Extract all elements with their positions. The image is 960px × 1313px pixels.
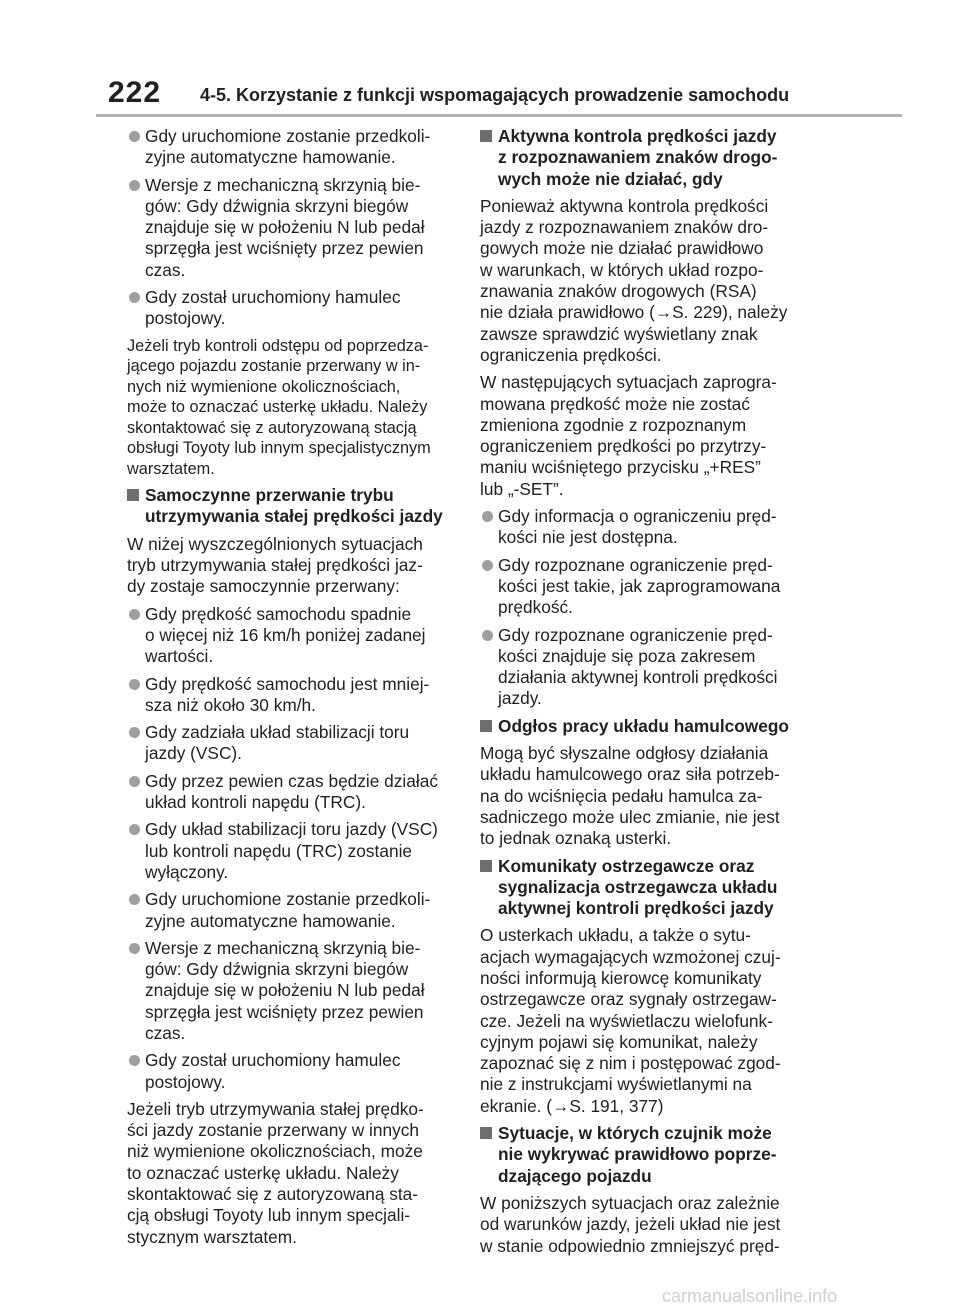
left-column [127, 126, 467, 1254]
heading-text: Aktywna kontrola prędkości jazdy z rozpoznawaniem znaków drogo- wych może nie działać, gdy [498, 126, 778, 189]
bullet-item [480, 555, 820, 619]
paragraph [127, 1099, 467, 1248]
bullet-dot-icon [129, 1055, 140, 1066]
subsection-heading [127, 485, 467, 528]
paragraph-text: Ponieważ aktywna kontrola prędkości jazdy z rozpoznawaniem znaków dro- gowych może nie działać prawidłowo w warunkach, w których układ rozpo- znawania znaków drogowych (RSA) nie działa prawidłowo (→S. 229), należy zawsze sprawdzić wyświetlany znak ograniczenia prędkości. [480, 195, 788, 365]
bullet-text: Gdy uruchomione zostanie przedkoli- zyjne automatyczne hamowanie. [145, 126, 431, 168]
section-title: 4-5. Korzystanie z funkcji wspomagających prowadzenie samochodu [200, 85, 790, 105]
paragraph-text: W niżej wyszczególnionych sytuacjach tryb utrzymywania stałej prędkości jaz- dy zostaje samoczynnie przerwany: [127, 533, 423, 597]
bullet-dot-icon [129, 943, 140, 954]
bullet-item [127, 819, 467, 883]
bullet-dot-icon [482, 630, 493, 641]
paragraph [480, 1193, 820, 1257]
paragraph-text: O usterkach układu, a także o sytu- acjach wymagających wzmożonej czuj- ności informują kierowcę komunikaty ostrzegawcze oraz sygnały ostrzegaw- cze. Jeżeli na wyświetlaczu wielofunk- cyjnym pojawi się komunikat, należy zapoznać się z nim i postępować zgod- nie z instrukcjami wyświetlanymi na ekranie. (→S. 191, 377) [480, 925, 781, 1116]
heading-text: Samoczynne przerwanie trybu utrzymywania stałej prędkości jazdy [145, 485, 443, 527]
bullet-text: Gdy informacja o ograniczeniu pręd- kości nie jest dostępna. [498, 506, 777, 548]
bullet-text: Wersje z mechaniczną skrzynią bie- gów: Gdy dźwignia skrzyni biegów znajduje się w położeniu N lub pedał sprzęgła jest wciśnięty przez pewien czas. [145, 937, 425, 1043]
bullet-dot-icon [129, 727, 140, 738]
paragraph [480, 196, 820, 366]
square-marker-icon [480, 720, 492, 732]
bullet-text: Gdy uruchomione zostanie przedkoli- zyjne automatyczne hamowanie. [145, 889, 431, 931]
header-rule [96, 114, 902, 117]
subsection-heading [480, 716, 820, 737]
bullet-item [127, 674, 467, 717]
bullet-item [127, 771, 467, 814]
bullet-item [127, 1050, 467, 1093]
bullet-item [127, 287, 467, 330]
bullet-dot-icon [129, 292, 140, 303]
paragraph-text: W poniższych sytuacjach oraz zależnie od warunków jazdy, jeżeli układ nie jest w stanie odpowiednio zmniejszyć pręd- [480, 1192, 781, 1256]
paragraph [480, 925, 820, 1117]
bullet-text: Gdy prędkość samochodu spadnie o więcej niż 16 km/h poniżej zadanej wartości. [145, 603, 426, 667]
bullet-dot-icon [129, 776, 140, 787]
subsection-heading [480, 1123, 820, 1187]
paragraph [127, 336, 467, 480]
bullet-text: Gdy układ stabilizacji toru jazdy (VSC) lub kontroli napędu (TRC) zostanie wyłączony. [145, 819, 438, 882]
paragraph-text: W następujących sytuacjach zaprogra- mowana prędkość może nie zostać zmieniona zgodnie z rozpoznanym ograniczeniem prędkości po przytrzy- maniu wciśniętego przycisku „+RES” lub „-SET”. [480, 372, 777, 499]
square-marker-icon [480, 130, 492, 142]
subsection-heading [480, 856, 820, 920]
bullet-dot-icon [129, 824, 140, 835]
page-number: 222 [108, 76, 162, 109]
bullet-text: Gdy rozpoznane ograniczenie pręd- kości jest takie, jak zaprogramowana prędkość. [498, 554, 781, 618]
bullet-text: Gdy zadziała układ stabilizacji toru jazdy (VSC). [145, 722, 410, 764]
heading-text: Komunikaty ostrzegawcze oraz sygnalizacja ostrzegawcza układu aktywnej kontroli prędkości jazdy [498, 855, 778, 919]
paragraph [127, 534, 467, 598]
bullet-dot-icon [482, 511, 493, 522]
bullet-dot-icon [129, 679, 140, 690]
heading-text: Sytuacje, w których czujnik może nie wykrywać prawidłowo poprze- dzającego pojazdu [498, 1123, 777, 1186]
bullet-dot-icon [129, 180, 140, 191]
paragraph-text: Jeżeli tryb utrzymywania stałej prędko- ści jazdy zostanie przerwany w innych niż wymienione okolicznościach, może to oznaczać usterkę układu. Należy skontaktować się z autoryzowaną sta- cją obsługi Toyoty lub innym specjali- stycznym warsztatem. [127, 1098, 424, 1247]
paragraph-text: Mogą być słyszalne odgłosy działania układu hamulcowego oraz siła potrzeb- na do wciśnięcia pedału hamulca za- sadniczego może ulec zmianie, nie jest to jednak oznaką usterki. [480, 743, 780, 849]
bullet-item [127, 938, 467, 1044]
bullet-item [127, 889, 467, 932]
bullet-item [480, 506, 820, 549]
page-header [96, 70, 902, 116]
bullet-item [127, 722, 467, 765]
heading-text: Odgłos pracy układu hamulcowego [498, 715, 789, 736]
watermark: carmanualsonline.info [662, 1286, 838, 1306]
bullet-item [127, 604, 467, 668]
bullet-text: Gdy został uruchomiony hamulec postojowy. [145, 1050, 401, 1092]
paragraph [480, 372, 820, 500]
bullet-text: Wersje z mechaniczną skrzynią bie- gów: Gdy dźwignia skrzyni biegów znajduje się w położeniu N lub pedał sprzęgła jest wciśnięty przez pewien czas. [145, 174, 425, 280]
subsection-heading [480, 126, 820, 190]
bullet-text: Gdy został uruchomiony hamulec postojowy. [145, 287, 401, 329]
bullet-item [127, 126, 467, 169]
square-marker-icon [127, 489, 139, 501]
bullet-item [127, 175, 467, 281]
bullet-item [480, 625, 820, 710]
square-marker-icon [480, 860, 492, 872]
paragraph [480, 743, 820, 849]
bullet-text: Gdy prędkość samochodu jest mniej- sza niż około 30 km/h. [145, 673, 430, 715]
bullet-dot-icon [129, 131, 140, 142]
paragraph-text: Jeżeli tryb kontroli odstępu od poprzedza- jącego pojazdu zostanie przerwany w in- nych niż wymienione okolicznościach, może to oznaczać usterkę układu. Należy skontaktować się z autoryzowaną stacją obsługi Toyoty lub innym specjalistycznym warsztatem. [127, 336, 431, 478]
bullet-text: Gdy przez pewien czas będzie działać układ kontroli napędu (TRC). [145, 770, 438, 813]
square-marker-icon [480, 1127, 492, 1139]
bullet-dot-icon [482, 560, 493, 571]
bullet-dot-icon [129, 609, 140, 620]
bullet-dot-icon [129, 894, 140, 905]
bullet-text: Gdy rozpoznane ograniczenie pręd- kości znajduje się poza zakresem działania aktywnej kontroli prędkości jazdy. [498, 624, 778, 709]
right-column [480, 126, 820, 1263]
